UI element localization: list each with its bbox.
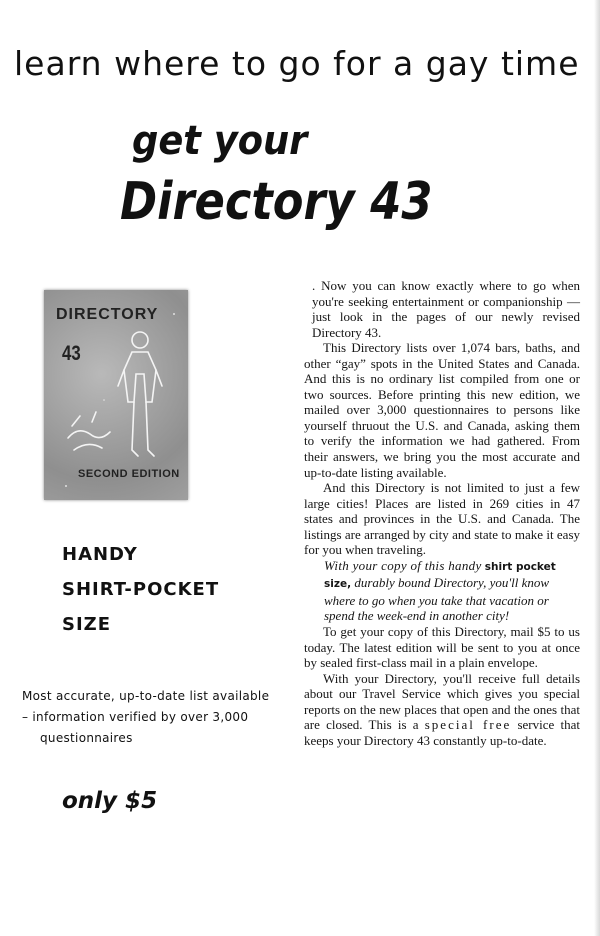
accuracy-line-2: – information verified by over 3,000 (22, 710, 249, 724)
booklet-edition: SECOND EDITION (78, 468, 180, 480)
page-edge-shadow (594, 0, 600, 936)
pocket-line-2: SHIRT-POCKET (62, 579, 220, 600)
directory-title: Directory 43 (120, 172, 433, 232)
body-copy (304, 278, 580, 748)
body-quote (304, 558, 580, 624)
quote-part-2: shirt pocket size, (324, 560, 556, 591)
booklet-number: 43 (62, 342, 81, 365)
quote-part-3: durably bound Directory, you'll know where to go when you take that vacation or spend the week-end in another city! (324, 575, 550, 624)
headline: learn where to go for a gay time (14, 44, 580, 83)
body-paragraph-5 (304, 671, 580, 749)
pocket-line-1: HANDY (62, 544, 138, 565)
pocket-size-label (62, 544, 219, 649)
get-your-heading: get your (132, 118, 308, 164)
price-label: only $5 (62, 788, 158, 814)
p5-part-3: service that keeps your Directory 43 constantly up-to-date. (304, 717, 580, 748)
pocket-line-3: SIZE (62, 614, 112, 635)
body-paragraph-4: To get your copy of this Directory, mail $5 to us today. The latest edition will be sent to you at once by sealed first-class mail in a plain envelope. (304, 624, 580, 671)
p5-part-1: With your Directory, you'll receive full details about our Travel Service which gives you special reports on the new places that open and the ones that are closed. This is a (304, 670, 580, 733)
body-paragraph-2: This Directory lists over 1,074 bars, baths, and other “gay” spots in the United States and Canada. And this is no ordinary list compiled from one or two sources. Before printing this new edition, we mailed over 3,000 questionnaires to persons like yourself thruout the U.S. and Canada, asking them to verify the information we had gathered. From their answers, we bring you the most accurate and up-to-date listing available. (304, 340, 580, 480)
accuracy-line-3: questionnaires (40, 731, 133, 745)
quote-part-1: With your copy of this handy (324, 557, 482, 573)
body-paragraph-3: And this Directory is not limited to just a few large cities! Places are listed in 269 cities in 47 states and provinces in the U.S. and Canada. The listings are arranged by city and state to make it easy for you when traveling. (304, 480, 580, 558)
booklet-cover-image (44, 290, 188, 500)
p5-special-free: special free (424, 717, 512, 733)
booklet-title: DIRECTORY (56, 306, 159, 323)
body-paragraph-1: . Now you can know exactly where to go when you're seeking entertainment or companionship — just look in the pages of our newly revised Directory 43. (312, 278, 580, 340)
accuracy-note (22, 686, 294, 749)
accuracy-line-1: Most accurate, up-to-date list available (22, 689, 270, 703)
